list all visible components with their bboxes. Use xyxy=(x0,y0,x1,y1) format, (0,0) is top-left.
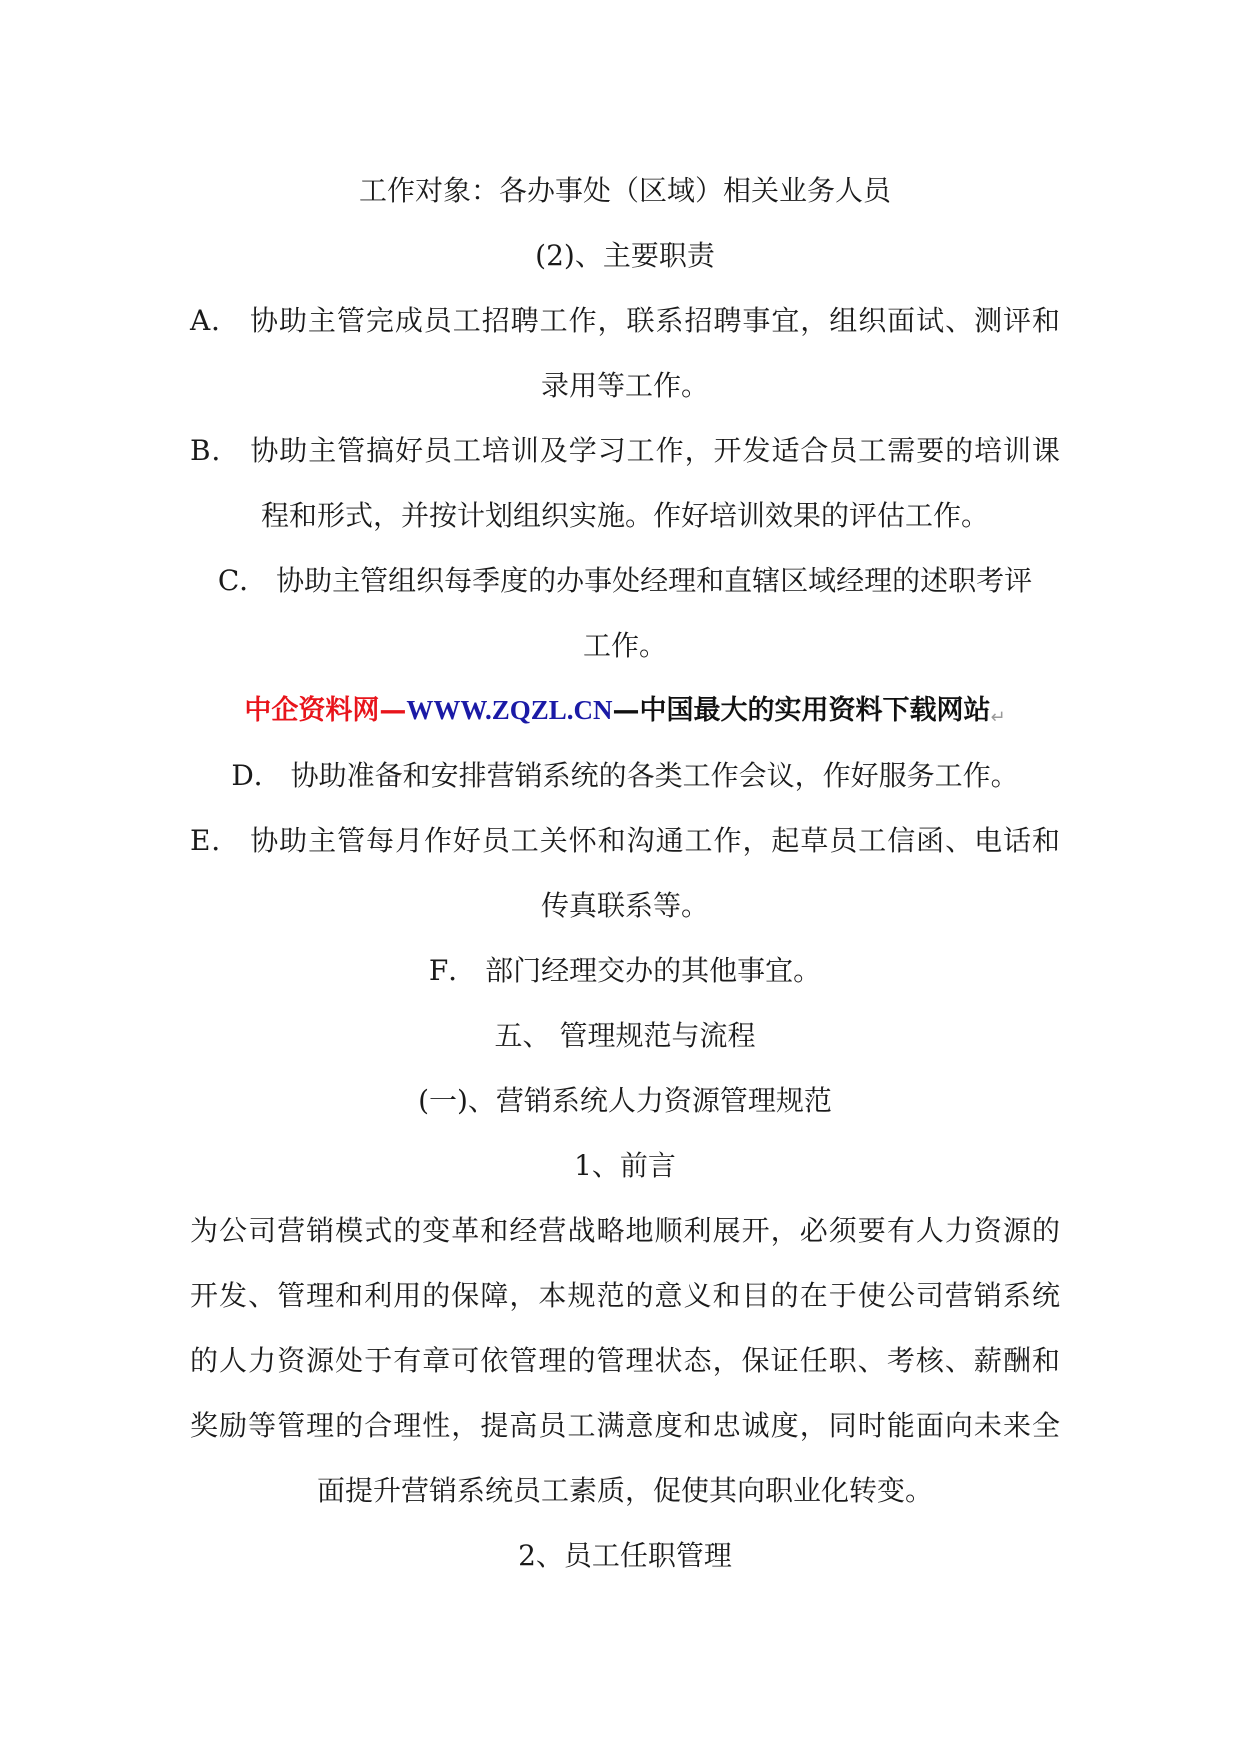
preface-line-4: 奖励等管理的合理性，提高员工满意度和忠诚度，同时能面向未来全 xyxy=(190,1409,1060,1442)
duty-a-line-2: 录用等工作。 xyxy=(540,369,709,402)
preface-line-2: 开发、管理和利用的保障，本规范的意义和目的在于使公司营销系统 xyxy=(190,1279,1060,1312)
document-page xyxy=(190,158,1060,1588)
employee-appointment-heading: 2、员工任职管理 xyxy=(518,1539,732,1572)
work-target-line: 工作对象：各办事处（区域）相关业务人员 xyxy=(358,174,891,207)
preface-line-3: 的人力资源处于有章可依管理的管理状态，保证任职、考核、薪酬和 xyxy=(190,1344,1060,1377)
watermark-banner xyxy=(190,678,1060,743)
duty-b-line-1: B． 协助主管搞好员工培训及学习工作，开发适合员工需要的培训课 xyxy=(190,434,1060,467)
banner-url: WWW.ZQZL.CN xyxy=(406,695,613,725)
duty-b-line-2: 程和形式，并按计划组织实施。作好培训效果的评估工作。 xyxy=(260,499,989,532)
preface-heading: 1、前言 xyxy=(574,1149,676,1182)
duty-a-line-1: A． 协助主管完成员工招聘工作，联系招聘事宜，组织面试、测评和 xyxy=(190,304,1060,337)
section-5-1-heading: (一)、营销系统人力资源管理规范 xyxy=(418,1084,832,1117)
section-5-heading: 五、 管理规范与流程 xyxy=(494,1019,756,1052)
banner-slogan: 中国最大的实用资料下载网站 xyxy=(639,695,991,726)
preface-line-1: 为公司营销模式的变革和经营战略地顺利展开，必须要有人力资源的 xyxy=(190,1214,1060,1247)
preface-line-5: 面提升营销系统员工素质，促使其向职业化转变。 xyxy=(316,1474,933,1507)
banner-dash-1: — xyxy=(379,695,407,726)
duty-f-line-1: F． 部门经理交办的其他事宜。 xyxy=(428,954,822,987)
duties-heading: (2)、主要职责 xyxy=(535,239,715,272)
duty-c-line-2: 工作。 xyxy=(582,629,667,662)
banner-site-name: 中企资料网 xyxy=(244,695,380,726)
banner-dash-2: — xyxy=(612,695,640,726)
duty-e-line-1: E． 协助主管每月作好员工关怀和沟通工作，起草员工信函、电话和 xyxy=(190,824,1060,857)
duty-d-line-1: D． 协助准备和安排营销系统的各类工作会议，作好服务工作。 xyxy=(231,759,1019,792)
duty-e-line-2: 传真联系等。 xyxy=(540,889,709,922)
duty-c-line-1: C． 协助主管组织每季度的办事处经理和直辖区域经理的述职考评 xyxy=(217,564,1033,597)
paragraph-mark-icon: ↵ xyxy=(990,707,1006,728)
